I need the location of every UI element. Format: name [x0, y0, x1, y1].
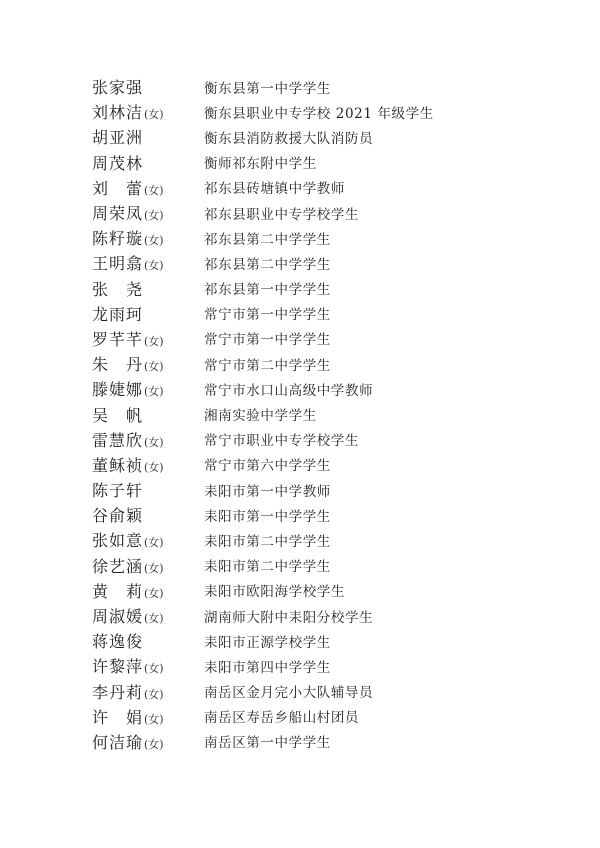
list-item [92, 175, 572, 200]
person-name: 龙雨珂 [92, 304, 144, 324]
list-item [92, 225, 572, 250]
person-description: 衡师祁东附中学生 [204, 156, 317, 173]
person-name: 罗芊芊 [92, 329, 144, 349]
person-name-cell [92, 352, 204, 375]
gender-note: (女) [144, 460, 164, 474]
person-description: 湘南实验中学学生 [204, 408, 317, 425]
person-name: 蒋逸俊 [92, 632, 144, 652]
gender-note: (女) [144, 183, 164, 197]
person-name: 胡亚洲 [92, 128, 144, 148]
person-description: 耒阳市第二中学学生 [204, 559, 331, 576]
person-name: 张家强 [92, 78, 144, 98]
person-description: 耒阳市第四中学学生 [204, 659, 331, 676]
gender-note: (女) [144, 108, 164, 122]
list-item [92, 679, 572, 704]
person-description: 祁东县第一中学学生 [204, 282, 331, 299]
person-name-cell [92, 503, 204, 526]
gender-note: (女) [144, 209, 164, 223]
person-description: 衡东县第一中学学生 [204, 80, 331, 97]
person-description: 耒阳市正源学校学生 [204, 634, 331, 651]
person-description: 常宁市第二中学学生 [204, 357, 331, 374]
person-name: 何洁瑜 [92, 732, 144, 752]
gender-note: (女) [144, 360, 164, 374]
person-description: 常宁市第一中学学生 [204, 307, 331, 324]
list-item [92, 427, 572, 452]
gender-note: (女) [144, 712, 164, 726]
person-name: 李丹莉 [92, 682, 144, 702]
person-name-cell [92, 251, 204, 274]
list-item [92, 74, 572, 99]
gender-note: (女) [144, 334, 164, 348]
gender-note: (女) [144, 662, 164, 676]
person-name: 刘 蕾 [92, 178, 144, 198]
list-item [92, 351, 572, 376]
person-name-cell [92, 176, 204, 199]
person-description: 耒阳市欧阳海学校学生 [204, 584, 345, 601]
list-item [92, 200, 572, 225]
person-description: 耒阳市第一中学学生 [204, 508, 331, 525]
person-name: 陈籽璇 [92, 229, 144, 249]
person-name: 王明翕 [92, 254, 144, 274]
list-item [92, 326, 572, 351]
gender-note: (女) [144, 687, 164, 701]
person-name-cell [92, 403, 204, 426]
gender-note: (女) [144, 234, 164, 248]
person-name: 许黎萍 [92, 657, 144, 677]
person-description: 祁东县第二中学学生 [204, 231, 331, 248]
gender-note: (女) [144, 561, 164, 575]
person-name-cell [92, 478, 204, 501]
person-description: 祁东县砖塘镇中学教师 [204, 181, 345, 198]
person-name: 陈子轩 [92, 481, 144, 501]
person-name-cell [92, 100, 204, 123]
person-name-cell [92, 226, 204, 249]
person-name: 黄 莉 [92, 581, 144, 601]
person-description: 祁东县职业中专学校学生 [204, 206, 360, 223]
list-item [92, 578, 572, 603]
person-name-cell [92, 125, 204, 148]
person-name: 谷俞颖 [92, 506, 144, 526]
gender-note: (女) [144, 612, 164, 626]
person-name-cell [92, 654, 204, 677]
person-name-cell [92, 277, 204, 300]
person-description: 衡东县职业中专学校 2021 年级学生 [204, 105, 434, 122]
list-item [92, 653, 572, 678]
person-name: 朱 丹 [92, 355, 144, 375]
list-item [92, 99, 572, 124]
name-list [92, 74, 572, 754]
person-name: 滕婕娜 [92, 380, 144, 400]
gender-note: (女) [144, 259, 164, 273]
gender-note: (女) [144, 536, 164, 550]
person-description: 常宁市水口山高级中学教师 [204, 382, 374, 399]
person-name-cell [92, 453, 204, 476]
person-name-cell [92, 428, 204, 451]
person-name: 周荣凤 [92, 204, 144, 224]
person-description: 祁东县第二中学学生 [204, 256, 331, 273]
person-description: 南岳区第一中学学生 [204, 735, 331, 752]
list-item [92, 301, 572, 326]
person-name: 吴 帆 [92, 405, 144, 425]
person-description: 南岳区金月完小大队辅导员 [204, 685, 374, 702]
person-description: 常宁市第一中学学生 [204, 332, 331, 349]
list-item [92, 704, 572, 729]
list-item [92, 150, 572, 175]
list-item [92, 276, 572, 301]
person-name: 周茂林 [92, 153, 144, 173]
person-name: 张如意 [92, 531, 144, 551]
list-item [92, 603, 572, 628]
person-name-cell [92, 75, 204, 98]
person-description: 衡东县消防救援大队消防员 [204, 130, 374, 147]
list-item [92, 124, 572, 149]
gender-note: (女) [144, 435, 164, 449]
person-name-cell [92, 629, 204, 652]
list-item [92, 729, 572, 754]
list-item [92, 376, 572, 401]
person-name-cell [92, 302, 204, 325]
list-item [92, 452, 572, 477]
person-name-cell [92, 327, 204, 350]
person-name: 刘林洁 [92, 103, 144, 123]
person-name-cell [92, 730, 204, 753]
list-item [92, 401, 572, 426]
person-name-cell [92, 604, 204, 627]
list-item [92, 527, 572, 552]
person-name: 张 尧 [92, 279, 144, 299]
person-description: 耒阳市第一中学教师 [204, 483, 331, 500]
person-name-cell [92, 705, 204, 728]
list-item [92, 502, 572, 527]
person-description: 常宁市第六中学学生 [204, 458, 331, 475]
list-item [92, 477, 572, 502]
person-description: 南岳区寿岳乡船山村团员 [204, 710, 360, 727]
person-name: 董稣祯 [92, 455, 144, 475]
person-description: 湖南师大附中耒阳分校学生 [204, 609, 374, 626]
person-description: 耒阳市第二中学学生 [204, 533, 331, 550]
person-name: 徐艺涵 [92, 556, 144, 576]
gender-note: (女) [144, 586, 164, 600]
person-description: 常宁市职业中专学校学生 [204, 433, 360, 450]
list-item [92, 250, 572, 275]
person-name-cell [92, 579, 204, 602]
person-name: 许 娟 [92, 707, 144, 727]
list-item [92, 628, 572, 653]
list-item [92, 553, 572, 578]
gender-note: (女) [144, 737, 164, 751]
person-name-cell [92, 201, 204, 224]
person-name-cell [92, 528, 204, 551]
person-name: 雷慧欣 [92, 430, 144, 450]
person-name-cell [92, 554, 204, 577]
person-name-cell [92, 680, 204, 703]
person-name-cell [92, 377, 204, 400]
person-name: 周淑媛 [92, 607, 144, 627]
person-name-cell [92, 151, 204, 174]
gender-note: (女) [144, 385, 164, 399]
